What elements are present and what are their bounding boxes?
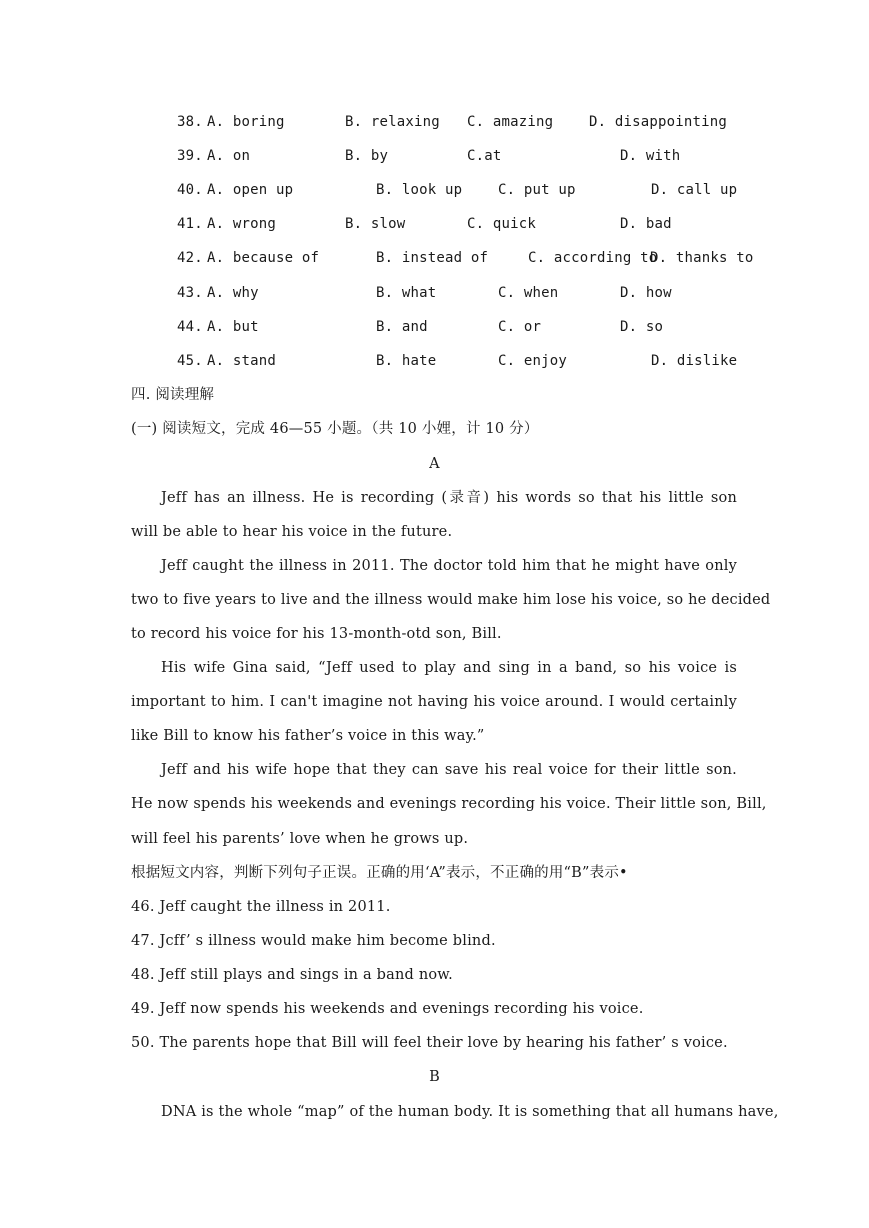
- option-number: 45.: [177, 353, 203, 369]
- option-c: C. amazing: [467, 114, 554, 130]
- statement-46: 46. Jeff caught the illness in 2011.: [131, 899, 391, 915]
- option-number: 42.: [177, 250, 203, 266]
- section-instruction: (一) 阅读短文，完成 46—55 小题。（共 10 小娌，计 10 分）: [131, 421, 539, 437]
- task-instruction: 根据短文内容，判断下列句子正误。正确的用‘A”表示，不正确的用“B”表示•: [131, 865, 628, 881]
- option-c: C. enjoy: [498, 353, 568, 369]
- option-row-42: [0, 249, 869, 267]
- option-number: 43.: [177, 285, 203, 301]
- passage-line: like Bill to know his father’s voice in this way.”: [131, 728, 485, 744]
- option-a: A. boring: [207, 114, 285, 130]
- passage-line: important to him. I can't imagine not having his voice around. I would certainly: [131, 694, 737, 710]
- option-c: C.at: [467, 148, 502, 164]
- option-c: C. when: [498, 285, 559, 301]
- option-a: A. on: [207, 148, 251, 164]
- option-b: B. look up: [376, 182, 463, 198]
- option-row-44: [0, 318, 869, 336]
- option-c: C. or: [498, 319, 542, 335]
- option-c: C. quick: [467, 216, 537, 232]
- option-c: C. according to: [528, 250, 658, 266]
- option-d: D. thanks to: [650, 250, 754, 266]
- option-b: B. relaxing: [345, 114, 440, 130]
- option-number: 41.: [177, 216, 203, 232]
- passage-line: two to five years to live and the illness would make him lose his voice, so he decided: [131, 592, 771, 608]
- passage-line: Jeff and his wife hope that they can save his real voice for their little son.: [161, 762, 737, 778]
- passage-line: His wife Gina said, “Jeff used to play and sing in a band, so his voice is: [161, 660, 737, 676]
- option-number: 38.: [177, 114, 203, 130]
- option-row-45: [0, 352, 869, 370]
- option-a: A. open up: [207, 182, 294, 198]
- option-row-39: [0, 147, 869, 165]
- option-c: C. put up: [498, 182, 576, 198]
- passage-line: He now spends his weekends and evenings recording his voice. Their little son, Bill,: [131, 796, 767, 812]
- section-heading: 四. 阅读理解: [131, 387, 215, 403]
- statement-47: 47. Jcff’ s illness would make him become blind.: [131, 933, 496, 949]
- option-a: A. but: [207, 319, 259, 335]
- option-b: B. and: [376, 319, 428, 335]
- option-row-43: [0, 284, 869, 302]
- statement-49: 49. Jeff now spends his weekends and evenings recording his voice.: [131, 1001, 644, 1017]
- option-b: B. by: [345, 148, 389, 164]
- option-d: D. so: [620, 319, 664, 335]
- passage-line: Jeff caught the illness in 2011. The doctor told him that he might have only: [161, 558, 737, 574]
- option-d: D. call up: [651, 182, 738, 198]
- passage-line: will be able to hear his voice in the future.: [131, 524, 453, 540]
- passage-b-label: B: [429, 1069, 440, 1085]
- option-number: 40.: [177, 182, 203, 198]
- option-number: 44.: [177, 319, 203, 335]
- option-d: D. how: [620, 285, 672, 301]
- option-d: D. dislike: [651, 353, 738, 369]
- option-a: A. why: [207, 285, 259, 301]
- option-d: D. disappointing: [589, 114, 728, 130]
- option-row-40: [0, 181, 869, 199]
- statement-50: 50. The parents hope that Bill will feel their love by hearing his father’ s voice.: [131, 1035, 728, 1051]
- passage-line: Jeff has an illness. He is recording (录音) his words so that his little son: [161, 490, 737, 506]
- option-d: D. with: [620, 148, 681, 164]
- option-b: B. what: [376, 285, 437, 301]
- option-a: A. because of: [207, 250, 320, 266]
- option-row-38: [0, 113, 869, 131]
- passage-a-label: A: [429, 456, 440, 472]
- passage-line: to record his voice for his 13-month-otd son, Bill.: [131, 626, 502, 642]
- statement-48: 48. Jeff still plays and sings in a band now.: [131, 967, 453, 983]
- option-a: A. stand: [207, 353, 277, 369]
- option-b: B. slow: [345, 216, 406, 232]
- passage-line: will feel his parents’ love when he grows up.: [131, 831, 469, 847]
- option-b: B. hate: [376, 353, 437, 369]
- option-d: D. bad: [620, 216, 672, 232]
- option-b: B. instead of: [376, 250, 489, 266]
- option-row-41: [0, 215, 869, 233]
- passage-line: DNA is the whole “map” of the human body. It is something that all humans have,: [161, 1104, 779, 1120]
- option-number: 39.: [177, 148, 203, 164]
- option-a: A. wrong: [207, 216, 277, 232]
